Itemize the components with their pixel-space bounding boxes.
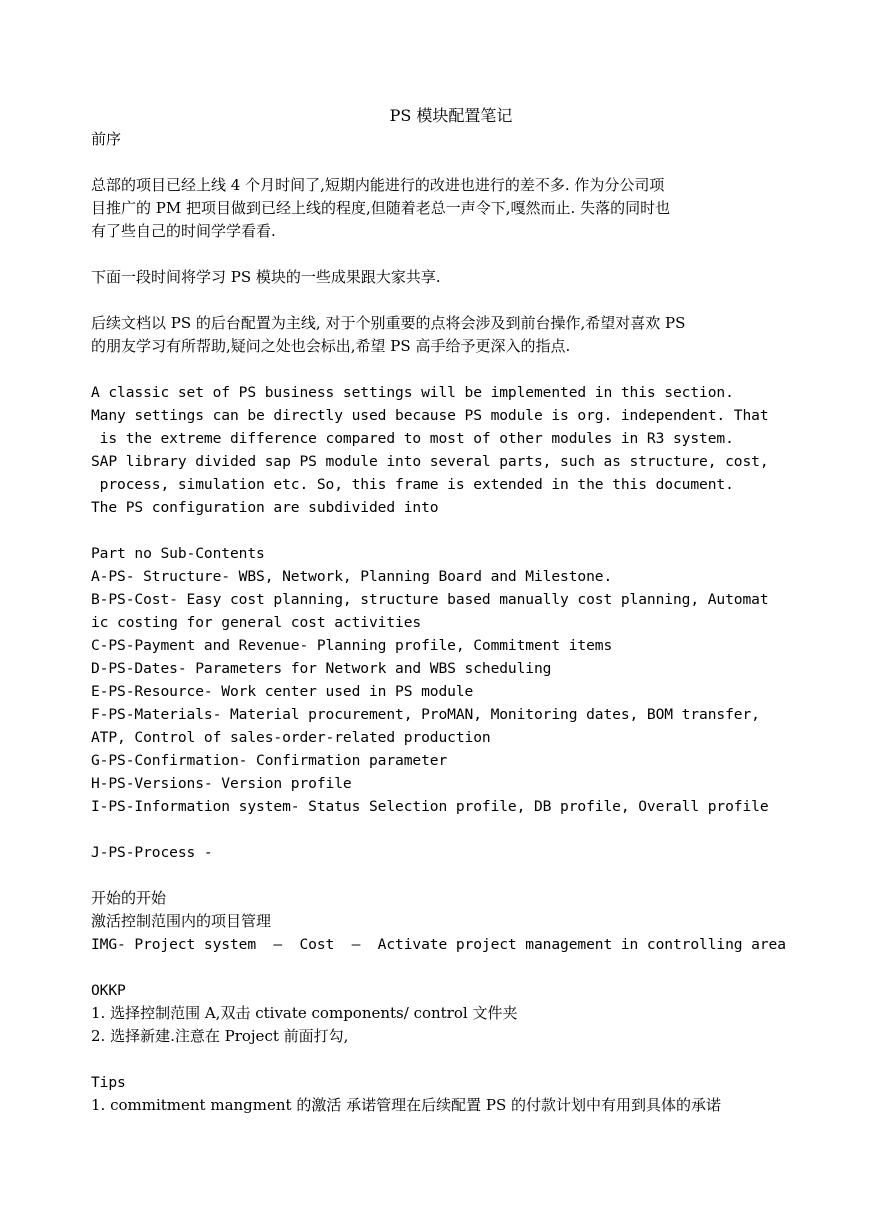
paragraph-line: 下面一段时间将学习 PS 模块的一些成果跟大家共享.	[91, 268, 441, 286]
parts-list-item: F-PS-Materials- Material procurement, ProMAN, Monitoring dates, BOM transfer,	[91, 706, 760, 723]
parts-list-item: ic costing for general cost activities	[91, 614, 422, 631]
english-paragraph-line: The PS configuration are subdivided into	[91, 499, 439, 516]
document-title: PS 模块配置笔记	[389, 106, 513, 125]
paragraph-line: 有了些自己的时间学学看看.	[91, 222, 276, 240]
parts-list-item: C-PS-Payment and Revenue- Planning profile, Commitment items	[91, 637, 613, 654]
paragraph-line: 后续文档以 PS 的后台配置为主线, 对于个别重要的点将会涉及到前台操作,希望对喜欢 PS	[91, 314, 686, 332]
parts-list-item: A-PS- Structure- WBS, Network, Planning Board and Milestone.	[91, 568, 613, 585]
english-paragraph-line: process, simulation etc. So, this frame is extended in the this document.	[91, 476, 734, 493]
paragraph-line: 的朋友学习有所帮助,疑问之处也会标出,希望 PS 高手给予更深入的指点.	[91, 337, 571, 355]
paragraph-line: 总部的项目已经上线 4 个月时间了,短期内能进行的改进也进行的差不多. 作为分公司项	[91, 176, 665, 194]
blank-line	[91, 358, 791, 381]
parts-list-item: E-PS-Resource- Work center used in PS module	[91, 683, 474, 700]
blank-line	[91, 243, 791, 266]
transaction-code: OKKP	[91, 982, 126, 999]
blank-line	[91, 864, 791, 887]
section-heading-activate: 激活控制范围内的项目管理	[91, 912, 272, 930]
document-page	[91, 104, 791, 1117]
parts-list-item: H-PS-Versions- Version profile	[91, 775, 352, 792]
parts-list-item: I-PS-Information system- Status Selection profile, DB profile, Overall profile	[91, 798, 769, 815]
english-paragraph-line: SAP library divided sap PS module into several parts, such as structure, cost,	[91, 453, 769, 470]
section-heading-start: 开始的开始	[91, 889, 167, 907]
parts-list-item: ATP, Control of sales-order-related production	[91, 729, 491, 746]
parts-list-item: B-PS-Cost- Easy cost planning, structure based manually cost planning, Automat	[91, 591, 769, 608]
parts-list-item: G-PS-Confirmation- Confirmation parameter	[91, 752, 448, 769]
tips-heading: Tips	[91, 1074, 126, 1091]
english-paragraph-line: Many settings can be directly used because PS module is org. independent. That	[91, 407, 769, 424]
blank-line	[91, 519, 791, 542]
img-path: IMG- Project system – Cost – Activate project management in controlling area	[91, 936, 786, 953]
blank-line	[91, 151, 791, 174]
section-heading-preface: 前序	[91, 130, 122, 148]
blank-line	[91, 956, 791, 979]
blank-line	[91, 1048, 791, 1071]
step-item: 2. 选择新建.注意在 Project 前面打勾,	[91, 1027, 349, 1045]
tip-item: 1. commitment mangment 的激活 承诺管理在后续配置 PS 的付款计划中有用到具体的承诺	[91, 1096, 722, 1114]
english-paragraph-line: A classic set of PS business settings will be implemented in this section.	[91, 384, 734, 401]
blank-line	[91, 289, 791, 312]
paragraph-line: 目推广的 PM 把项目做到已经上线的程度,但随着老总一声令下,嘎然而止. 失落的同时也	[91, 199, 671, 217]
parts-list-item: Part no Sub-Contents	[91, 545, 265, 562]
blank-line	[91, 818, 791, 841]
parts-list-item: J-PS-Process -	[91, 844, 213, 861]
step-item: 1. 选择控制范围 A,双击 ctivate components/ control 文件夹	[91, 1004, 518, 1022]
english-paragraph-line: is the extreme difference compared to most of other modules in R3 system.	[91, 430, 734, 447]
parts-list-item: D-PS-Dates- Parameters for Network and WBS scheduling	[91, 660, 552, 677]
